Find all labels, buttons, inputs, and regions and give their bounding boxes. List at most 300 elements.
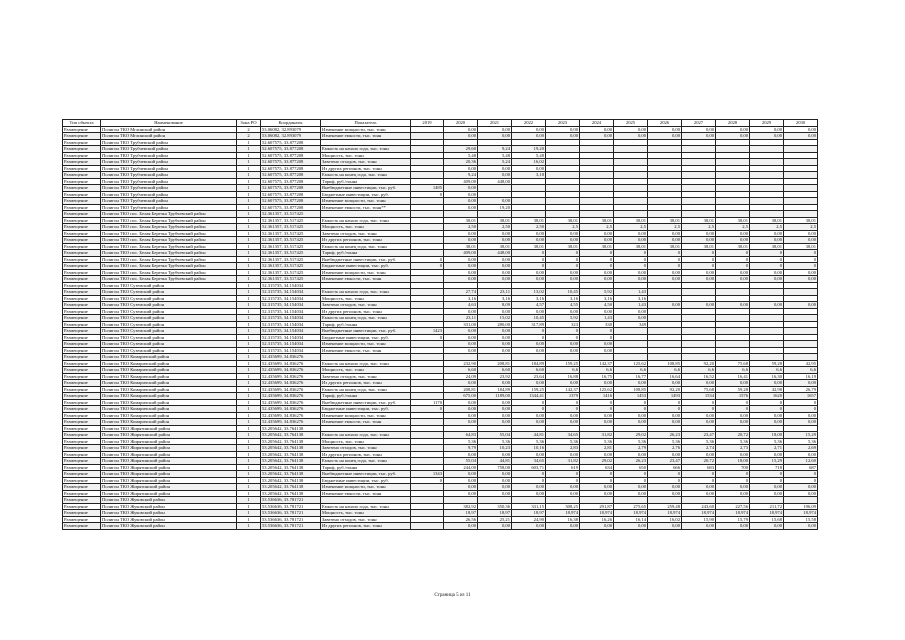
table-cell: 0,00: [648, 490, 682, 497]
column-header: 2029: [750, 120, 784, 127]
table-cell: 53.205642, 33.764138: [261, 445, 321, 452]
table-cell: 38,01: [444, 217, 478, 224]
table-cell: 0,00: [580, 237, 614, 244]
table-cell: 38,01: [444, 243, 478, 250]
table-cell: 0,00: [614, 269, 648, 276]
table-cell: Изменение мощности, тыс. тонн: [321, 269, 411, 276]
table-cell: 0,00: [546, 126, 580, 133]
table-cell: 0,00: [444, 276, 478, 283]
table-cell: 38,01: [750, 243, 784, 250]
table-cell: 0: [682, 256, 716, 263]
table-cell: 52.607575, 33.877208: [261, 204, 321, 211]
table-cell: 619: [546, 464, 580, 471]
table-cell: 409,00: [444, 178, 478, 185]
table-cell: 53.536636, 33.781721: [261, 516, 321, 523]
table-cell: 0,00: [444, 328, 478, 335]
table-cell: 0,00: [716, 523, 750, 530]
table-cell: 16,19: [784, 373, 818, 380]
table-cell: 0,00: [580, 230, 614, 237]
table-cell: 1: [237, 451, 261, 458]
table-cell: Мощность, тыс. тонн: [321, 510, 411, 517]
table-cell: 0,00: [444, 165, 478, 172]
table-cell: 0: [512, 334, 546, 341]
table-cell: 0,00: [478, 341, 512, 348]
table-cell: 38,01: [614, 243, 648, 250]
table-cell: Размещение: [63, 295, 101, 302]
table-cell: Размещение: [63, 308, 101, 315]
table-cell: Бюджетные инвестиции, тыс. руб.: [321, 263, 411, 270]
table-cell: 2,76: [648, 445, 682, 452]
table-cell: 0,00: [478, 451, 512, 458]
table-cell: 0: [580, 256, 614, 263]
table-cell: 52.435699, 34.836276: [261, 367, 321, 374]
table-cell: 0,00: [580, 451, 614, 458]
table-cell: 0: [546, 334, 580, 341]
table-cell: 0,00: [784, 490, 818, 497]
table-cell: 0,00: [580, 523, 614, 530]
table-cell: 0: [716, 250, 750, 257]
table-cell: 18,974: [546, 510, 580, 517]
table-cell: 0,00: [512, 126, 546, 133]
table-cell: Полигон ТКО Суземский район: [101, 321, 237, 328]
table-cell: 42,95: [784, 360, 818, 367]
table-cell: 2,5: [682, 224, 716, 231]
table-cell: 52.435699, 34.836276: [261, 412, 321, 419]
table-cell: 52.607575, 33.877208: [261, 198, 321, 205]
table-cell: 52.315735, 34.154034: [261, 328, 321, 335]
table-cell: 52.361357, 33.517425: [261, 256, 321, 263]
table-cell: Мощность, тыс. тонн: [321, 438, 411, 445]
table-cell: 52.435699, 34.836276: [261, 380, 321, 387]
table-cell: Тариф, руб./тонна: [321, 464, 411, 471]
table-cell: 23,11: [478, 289, 512, 296]
table-cell: 42,98: [750, 386, 784, 393]
table-cell: Размещение: [63, 451, 101, 458]
table-cell: 1: [237, 302, 261, 309]
table-cell: 0: [512, 477, 546, 484]
table-cell: Размещение: [63, 198, 101, 205]
table-cell: 0,00: [716, 451, 750, 458]
table-cell: 0: [784, 399, 818, 406]
table-cell: 0: [614, 471, 648, 478]
data-sheet: [62, 119, 818, 530]
table-cell: Емкость на начало года, тыс. тонн: [321, 289, 411, 296]
table-cell: 1: [237, 471, 261, 478]
table-cell: Полигон ТКО Жирятинский район: [101, 484, 237, 491]
table-cell: 0,00: [546, 269, 580, 276]
table-cell: 0,00: [546, 419, 580, 426]
table-cell: 0: [750, 399, 784, 406]
table-cell: Размещение: [63, 191, 101, 198]
table-cell: Изменение емкости, тыс. тонн: [321, 347, 411, 354]
table-cell: 1: [237, 211, 261, 218]
table-cell: 2,5: [546, 224, 580, 231]
table-cell: 0: [580, 263, 614, 270]
table-cell: 1170: [411, 399, 444, 406]
table-cell: 2: [237, 133, 261, 140]
column-header: 2022: [512, 120, 546, 127]
table-cell: 5,36: [648, 438, 682, 445]
table-cell: 308,25: [546, 503, 580, 510]
table-cell: 0: [546, 406, 580, 413]
table-cell: 29,60: [444, 146, 478, 153]
table-cell: 0,00: [478, 406, 512, 413]
table-cell: Размещение: [63, 510, 101, 517]
table-cell: 52.361357, 33.517425: [261, 211, 321, 218]
table-cell: 6,6: [716, 367, 750, 374]
table-cell: Размещение: [63, 399, 101, 406]
table-cell: 0,00: [546, 237, 580, 244]
table-cell: 1: [237, 282, 261, 289]
table-cell: Размещение: [63, 471, 101, 478]
table-cell: 0: [716, 477, 750, 484]
table-cell: Полигон ТКО Комаричский район: [101, 406, 237, 413]
table-cell: 0,00: [478, 230, 512, 237]
table-cell: 0: [512, 406, 546, 413]
table-cell: 675,00: [444, 393, 478, 400]
table-cell: 1485: [411, 185, 444, 192]
table-cell: Завезено отходов, тыс. тонн: [321, 373, 411, 380]
table-cell: Мощность, тыс. тонн: [321, 367, 411, 374]
table-cell: Изменение емкости, тыс. тонн**: [321, 204, 411, 211]
table-cell: 1: [237, 178, 261, 185]
table-cell: 1343: [411, 471, 444, 478]
table-cell: 0,00: [580, 341, 614, 348]
table-cell: 2: [237, 126, 261, 133]
table-cell: 2,81: [580, 445, 614, 452]
table-cell: 0,00: [614, 126, 648, 133]
table-cell: 1: [237, 523, 261, 530]
table-cell: 53.205642, 33.764138: [261, 451, 321, 458]
table-cell: Емкость на конец года, тыс. тонн: [321, 458, 411, 465]
table-cell: 52.315735, 34.154034: [261, 347, 321, 354]
table-cell: 1: [237, 432, 261, 439]
table-cell: 3,16: [614, 295, 648, 302]
column-header: 2025: [614, 120, 648, 127]
table-cell: Из других регионов, тыс. тонн: [321, 451, 411, 458]
table-cell: 0,00: [750, 230, 784, 237]
table-cell: 0,00: [444, 399, 478, 406]
table-cell: 5,36: [580, 438, 614, 445]
table-cell: 12,60: [784, 458, 818, 465]
table-cell: 1657: [784, 393, 818, 400]
table-cell: 0: [580, 471, 614, 478]
table-cell: 1: [237, 510, 261, 517]
table-cell: 0,00: [546, 230, 580, 237]
table-cell: 52.361357, 33.517425: [261, 243, 321, 250]
table-cell: Размещение: [63, 354, 101, 361]
table-cell: 6,6: [546, 367, 580, 374]
table-cell: 650: [614, 464, 648, 471]
table-cell: 1: [237, 289, 261, 296]
table-cell: 666: [648, 464, 682, 471]
table-cell: 1: [237, 347, 261, 354]
table-cell: 0: [716, 256, 750, 263]
table-cell: Размещение: [63, 139, 101, 146]
table-cell: 1189,00: [478, 393, 512, 400]
table-cell: 0: [512, 328, 546, 335]
table-cell: 1: [237, 360, 261, 367]
table-cell: 0,00: [648, 484, 682, 491]
table-cell: 125,62: [614, 360, 648, 367]
table-cell: 0: [512, 471, 546, 478]
table-cell: 0: [716, 399, 750, 406]
table-cell: 52.361357, 33.517425: [261, 224, 321, 231]
table-cell: 6,6: [784, 367, 818, 374]
table-cell: 0,00: [784, 276, 818, 283]
table-cell: 4,57: [512, 302, 546, 309]
table-cell: 2,74: [682, 445, 716, 452]
table-cell: 1: [237, 341, 261, 348]
table-cell: 34,65: [546, 432, 580, 439]
table-cell: 0,00: [546, 484, 580, 491]
table-cell: Полигон ТКО Жирятинский район: [101, 438, 237, 445]
table-cell: 208,81: [444, 386, 478, 393]
table-cell: Полигон ТКО Жирятинский район: [101, 471, 237, 478]
table-cell: 0: [750, 477, 784, 484]
table-cell: 1: [237, 367, 261, 374]
table-cell: 0,00: [478, 347, 512, 354]
table-cell: Изменение мощности, тыс. тонн: [321, 341, 411, 348]
table-cell: 227,56: [716, 503, 750, 510]
table-cell: Полигон ТКО Трубчевский район: [101, 172, 237, 179]
table-cell: 0: [614, 263, 648, 270]
table-cell: 0: [784, 477, 818, 484]
table-cell: 291,87: [580, 503, 614, 510]
table-cell: Полигон ТКО Суземский район: [101, 328, 237, 335]
table-cell: 1: [237, 334, 261, 341]
table-cell: 0,00: [512, 341, 546, 348]
table-cell: 1423: [411, 328, 444, 335]
table-cell: 1: [237, 497, 261, 504]
table-cell: 0,00: [444, 477, 478, 484]
table-cell: 1: [237, 412, 261, 419]
table-cell: 0,00: [444, 419, 478, 426]
table-cell: Полигон ТКО Жуковский район: [101, 503, 237, 510]
table-cell: 38,01: [648, 217, 682, 224]
table-cell: 34,65: [512, 458, 546, 465]
table-cell: 0,00: [580, 126, 614, 133]
table-cell: Полигон ТКО Суземский район: [101, 282, 237, 289]
table-cell: 0,00: [750, 451, 784, 458]
table-cell: 23,92: [478, 373, 512, 380]
table-cell: Размещение: [63, 276, 101, 283]
table-cell: 0,00: [750, 302, 784, 309]
table-cell: 0,00: [580, 347, 614, 354]
table-cell: Полигон ТКО Суземский район: [101, 315, 237, 322]
table-cell: Внебюджетные инвестиции, тыс. руб.: [321, 399, 411, 406]
table-cell: 125,62: [580, 386, 614, 393]
table-cell: Полигон ТКО Жуковский район: [101, 523, 237, 530]
table-cell: 52.607575, 33.877208: [261, 185, 321, 192]
table-cell: 59,28: [750, 360, 784, 367]
table-cell: Полигон ТКО пос. Белая Березка Трубчевский район: [101, 237, 237, 244]
table-cell: 184,89: [512, 360, 546, 367]
table-cell: Размещение: [63, 256, 101, 263]
table-cell: Полигон ТКО Комаричский район: [101, 354, 237, 361]
table-cell: 15,79: [716, 516, 750, 523]
table-cell: 1: [237, 263, 261, 270]
table-cell: 5,48: [444, 152, 478, 159]
table-cell: 23,64: [512, 373, 546, 380]
table-cell: 0,00: [478, 412, 512, 419]
table-cell: Размещение: [63, 282, 101, 289]
table-cell: Изменение емкости, тыс. тонн: [321, 490, 411, 497]
table-cell: 55,04: [478, 432, 512, 439]
table-cell: 0: [580, 406, 614, 413]
table-cell: Полигон ТКО пос. Белая Березка Трубчевский район: [101, 250, 237, 257]
table-cell: 52.315735, 34.154034: [261, 289, 321, 296]
table-cell: 52.361357, 33.517425: [261, 263, 321, 270]
table-cell: Полигон ТКО пос. Белая Березка Трубчевский район: [101, 276, 237, 283]
table-cell: Размещение: [63, 315, 101, 322]
table-cell: 18,97: [512, 510, 546, 517]
table-cell: Полигон ТКО Мглинский район: [101, 126, 237, 133]
table-cell: 331,00: [444, 321, 478, 328]
table-cell: 0,00: [784, 451, 818, 458]
table-cell: Размещение: [63, 133, 101, 140]
table-cell: 448,00: [478, 178, 512, 185]
table-cell: Полигон ТКО Жирятинский район: [101, 477, 237, 484]
table-cell: 1: [237, 445, 261, 452]
table-cell: 0: [580, 399, 614, 406]
table-cell: 75,68: [716, 360, 750, 367]
table-cell: 108,85: [648, 360, 682, 367]
table-cell: 0,00: [580, 269, 614, 276]
table-cell: Емкость на конец года, тыс. тонн: [321, 386, 411, 393]
table-cell: 38,01: [716, 217, 750, 224]
table-cell: 0,00: [716, 269, 750, 276]
column-header: 2019: [411, 120, 444, 127]
table-cell: 1620: [750, 393, 784, 400]
table-cell: 0,00: [478, 237, 512, 244]
table-cell: 0,00: [648, 451, 682, 458]
table-cell: 0,00: [716, 230, 750, 237]
table-cell: 52.361357, 33.517425: [261, 230, 321, 237]
table-cell: 330: [580, 321, 614, 328]
table-cell: 0,00: [750, 276, 784, 283]
table-cell: 0,00: [512, 237, 546, 244]
table-cell: Полигон ТКО Жуковский район: [101, 510, 237, 517]
table-cell: 6,6: [750, 367, 784, 374]
table-cell: Размещение: [63, 458, 101, 465]
table-cell: 0,00: [546, 380, 580, 387]
table-cell: 0,00: [444, 406, 478, 413]
table-cell: 0: [411, 406, 444, 413]
table-cell: 0: [614, 406, 648, 413]
table-cell: Тариф, руб./тонна: [321, 393, 411, 400]
table-cell: 15,90: [682, 516, 716, 523]
column-header: 2030: [784, 120, 818, 127]
table-cell: Полигон ТКО Комаричский район: [101, 367, 237, 374]
table-cell: 6,60: [512, 367, 546, 374]
table-cell: Полигон ТКО Трубчевский район: [101, 146, 237, 153]
table-cell: Размещение: [63, 302, 101, 309]
table-cell: 1: [237, 237, 261, 244]
table-cell: 53.205642, 33.764138: [261, 471, 321, 478]
table-cell: 0,00: [784, 230, 818, 237]
table-cell: 0,00: [478, 263, 512, 270]
column-header: Наименование: [101, 120, 237, 127]
table-cell: Бюджетные инвестиции, тыс. руб.: [321, 334, 411, 341]
table-cell: 1: [237, 230, 261, 237]
table-cell: 1,43: [614, 302, 648, 309]
table-cell: Размещение: [63, 341, 101, 348]
table-cell: 53.536636, 33.781721: [261, 497, 321, 504]
table-cell: 0,00: [682, 380, 716, 387]
table-cell: 52.435699, 34.836276: [261, 373, 321, 380]
table-cell: 0: [682, 263, 716, 270]
table-cell: 53.205642, 33.764138: [261, 425, 321, 432]
table-cell: 0,00: [716, 484, 750, 491]
table-cell: 0,00: [444, 451, 478, 458]
table-cell: Полигон ТКО Комаричский район: [101, 360, 237, 367]
table-cell: 5,48: [478, 152, 512, 159]
table-cell: 1: [237, 269, 261, 276]
table-cell: Размещение: [63, 165, 101, 172]
table-cell: 2,5: [648, 224, 682, 231]
table-cell: Размещение: [63, 243, 101, 250]
table-cell: 718: [750, 464, 784, 471]
table-cell: 16,30: [750, 373, 784, 380]
table-cell: 52.315735, 34.154034: [261, 334, 321, 341]
table-cell: Полигон ТКО Жирятинский район: [101, 458, 237, 465]
table-cell: Полигон ТКО Комаричский район: [101, 393, 237, 400]
table-cell: 6,6: [682, 367, 716, 374]
table-cell: Размещение: [63, 321, 101, 328]
table-cell: 0: [682, 477, 716, 484]
table-cell: 2,79: [614, 445, 648, 452]
table-cell: 2,69: [784, 445, 818, 452]
table-cell: 0,00: [512, 165, 546, 172]
table-cell: 0,00: [444, 204, 478, 211]
table-cell: 448,00: [478, 250, 512, 257]
table-cell: 0,00: [580, 308, 614, 315]
table-cell: 159,25: [546, 360, 580, 367]
table-cell: Из других регионов, тыс. тонн: [321, 237, 411, 244]
table-cell: 59,28: [716, 386, 750, 393]
table-cell: 603,71: [512, 464, 546, 471]
table-cell: 0,00: [444, 237, 478, 244]
table-cell: 0,00: [784, 380, 818, 387]
table-cell: Тариф, руб./тонна: [321, 321, 411, 328]
column-header: Тип объекта: [63, 120, 101, 127]
table-cell: 0,00: [478, 490, 512, 497]
table-cell: 0,00: [512, 451, 546, 458]
table-cell: 0,00: [478, 276, 512, 283]
table-cell: 53.205642, 33.764138: [261, 432, 321, 439]
table-cell: Размещение: [63, 516, 101, 523]
table-cell: 92,20: [682, 360, 716, 367]
table-cell: Размещение: [63, 126, 101, 133]
table-cell: 0,00: [716, 237, 750, 244]
table-cell: 0,00: [750, 126, 784, 133]
table-row: [63, 523, 818, 530]
table-cell: 38,01: [512, 243, 546, 250]
table-cell: 0: [648, 256, 682, 263]
table-cell: 0,00: [444, 523, 478, 530]
table-cell: 52.315735, 34.154034: [261, 302, 321, 309]
table-cell: 52.607575, 33.877208: [261, 146, 321, 153]
table-cell: 0: [682, 250, 716, 257]
table-cell: 16,77: [614, 373, 648, 380]
table-cell: 0,00: [478, 334, 512, 341]
table-cell: 53.205642, 33.764138: [261, 458, 321, 465]
table-cell: 26,23: [614, 458, 648, 465]
table-cell: 18,97: [444, 510, 478, 517]
table-cell: 52.315735, 34.154034: [261, 282, 321, 289]
table-cell: Полигон ТКО Жирятинский район: [101, 464, 237, 471]
